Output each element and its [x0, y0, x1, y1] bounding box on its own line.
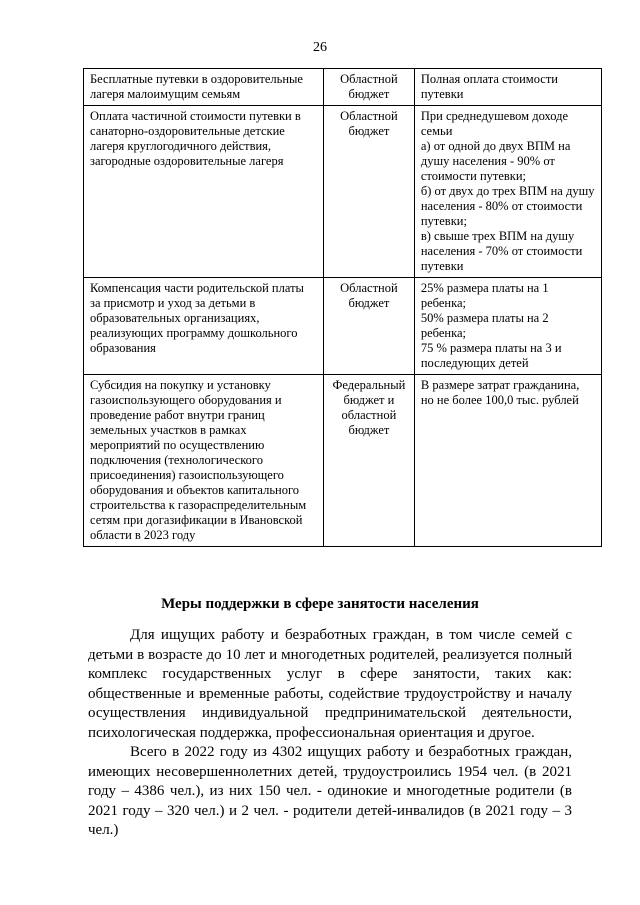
funding-cell: Областной бюджет [323, 69, 414, 106]
amount-line: 75 % размера платы на 3 и последующих детей [420, 341, 562, 370]
amount-line: б) от двух до трех ВПМ на душу населения - 80% от стоимости путевки; [420, 184, 595, 228]
amount-line: 25% размера платы на 1 ребенка; [420, 281, 549, 310]
funding-cell: Областной бюджет [323, 278, 414, 375]
section-body [88, 626, 572, 841]
measure-cell: Бесплатные путевки в оздоровительные лагеря малоимущим семьям [84, 69, 324, 106]
amount-cell [414, 106, 601, 278]
amount-cell [414, 375, 601, 547]
table-row [84, 375, 602, 547]
table-row [84, 278, 602, 375]
measure-cell: Оплата частичной стоимости путевки в санаторно-оздоровительные детские лагеря круглогодичного действия, загородные оздоровительные лагеря [84, 106, 324, 278]
amount-cell [414, 278, 601, 375]
table-row [84, 69, 602, 106]
amount-line: 50% размера платы на 2 ребенка; [420, 311, 549, 340]
table-row [84, 106, 602, 278]
paragraph: Для ищущих работу и безработных граждан, в том числе семей с детьми в возрасте до 10 лет и многодетных родителей, реализуется полный комплекс государственных услуг в сфере занятости, таких как: общественные и временные работы, содействие трудоустройству и началу осуществления индивидуальной предпринимательской деятельности, психологическая поддержка, профессиональная ориентация и другое. [88, 627, 572, 741]
amount-line: в) свыше трех ВПМ на душу населения - 70% от стоимости путевки [420, 229, 583, 273]
measure-cell: Субсидия на покупку и установку газоиспользующего оборудования и проведение работ внутри границ земельных участков в рамках мероприятий по осуществлению подключения (технологического присоединения) газоиспользующего оборудования и объектов капитального строительства к газораспределительным сетям при догазификации в Ивановской области в 2023 году [84, 375, 324, 547]
paragraph: Всего в 2022 году из 4302 ищущих работу и безработных граждан, имеющих несовершеннолетних детей, трудоустроились 1954 чел. (в 2021 году – 4386 чел.), из них 150 чел. - одинокие и многодетные родители (в 2021 году – 320 чел.) и 2 чел. - родители детей-инвалидов (в 2021 году – 3 чел.) [88, 744, 572, 838]
amount-line: В размере затрат гражданина, но не более 100,0 тыс. рублей [420, 378, 580, 407]
amount-line: Полная оплата стоимости путевки [420, 72, 558, 101]
funding-cell: Федеральный бюджет и областной бюджет [323, 375, 414, 547]
measure-cell: Компенсация части родительской платы за присмотр и уход за детьми в образовательных организациях, реализующих программу дошкольного образования [84, 278, 324, 375]
page-number: 26 [313, 40, 327, 55]
section-heading: Меры поддержки в сфере занятости населения [161, 596, 479, 612]
amount-line: При среднедушевом доходе семьи [420, 109, 569, 138]
amount-line: а) от одной до двух ВПМ на душу населения - 90% от стоимости путевки; [420, 139, 571, 183]
support-measures-table [83, 68, 602, 547]
amount-cell [414, 69, 601, 106]
funding-cell: Областной бюджет [323, 106, 414, 278]
